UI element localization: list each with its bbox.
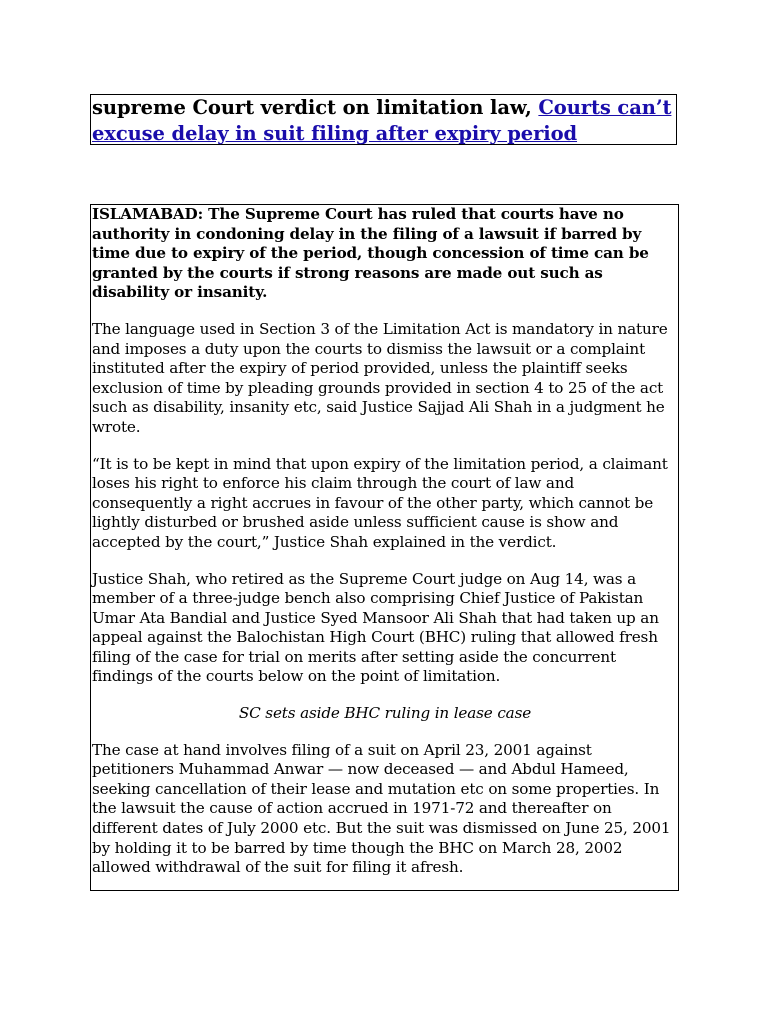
headline-text: supreme Court verdict on limitation law, bbox=[92, 96, 539, 119]
article-box bbox=[90, 204, 679, 891]
headline-link[interactable]: Courts can’t excuse delay in suit filing after expiry period bbox=[92, 96, 672, 145]
article-lead: ISLAMABAD: The Supreme Court has ruled that courts have no authority in condoning delay in the filing of a lawsuit if barred by time due to expiry of the period, though concession of time can be granted by the courts if strong reasons are made out such as disability or insanity. bbox=[92, 205, 649, 302]
article-paragraph: “It is to be kept in mind that upon expiry of the limitation period, a claimant loses his right to enforce his claim through the court of law and consequently a right accrues in favour of the other party, which cannot be lightly disturbed or brushed aside unless sufficient cause is show and accepted by the court,” Justice Shah explained in the verdict. bbox=[92, 454, 668, 551]
article-subheading: SC sets aside BHC ruling in lease case bbox=[238, 704, 532, 723]
article-paragraph: Justice Shah, who retired as the Supreme Court judge on Aug 14, was a member of a three-judge bench also comprising Chief Justice of Pakistan Umar Ata Bandial and Justice Syed Mansoor Ali Shah that had taken up an appeal against the Balochistan High Court (BHC) ruling that allowed fresh filing of the case for trial on merits after setting aside the concurrent findings of the courts below on the point of limitation. bbox=[92, 569, 659, 686]
article-paragraph: The case at hand involves filing of a suit on April 23, 2001 against petitioners Muhammad Anwar — now deceased — and Abdul Hameed, seeking cancellation of their lease and mutation etc on some properties. In the lawsuit the cause of action accrued in 1971-72 and thereafter on different dates of July 2000 etc. But the suit was dismissed on June 25, 2001 by holding it to be barred by time though the BHC on March 28, 2002 allowed withdrawal of the suit for filing it afresh. bbox=[92, 740, 671, 877]
article-paragraph: The language used in Section 3 of the Limitation Act is mandatory in nature and imposes a duty upon the courts to dismiss the lawsuit or a complaint instituted after the expiry of period provided, unless the plaintiff seeks exclusion of time by pleading grounds provided in section 4 to 25 of the act such as disability, insanity etc, said Justice Sajjad Ali Shah in a judgment he wrote. bbox=[92, 319, 668, 436]
headline-box bbox=[90, 94, 677, 145]
